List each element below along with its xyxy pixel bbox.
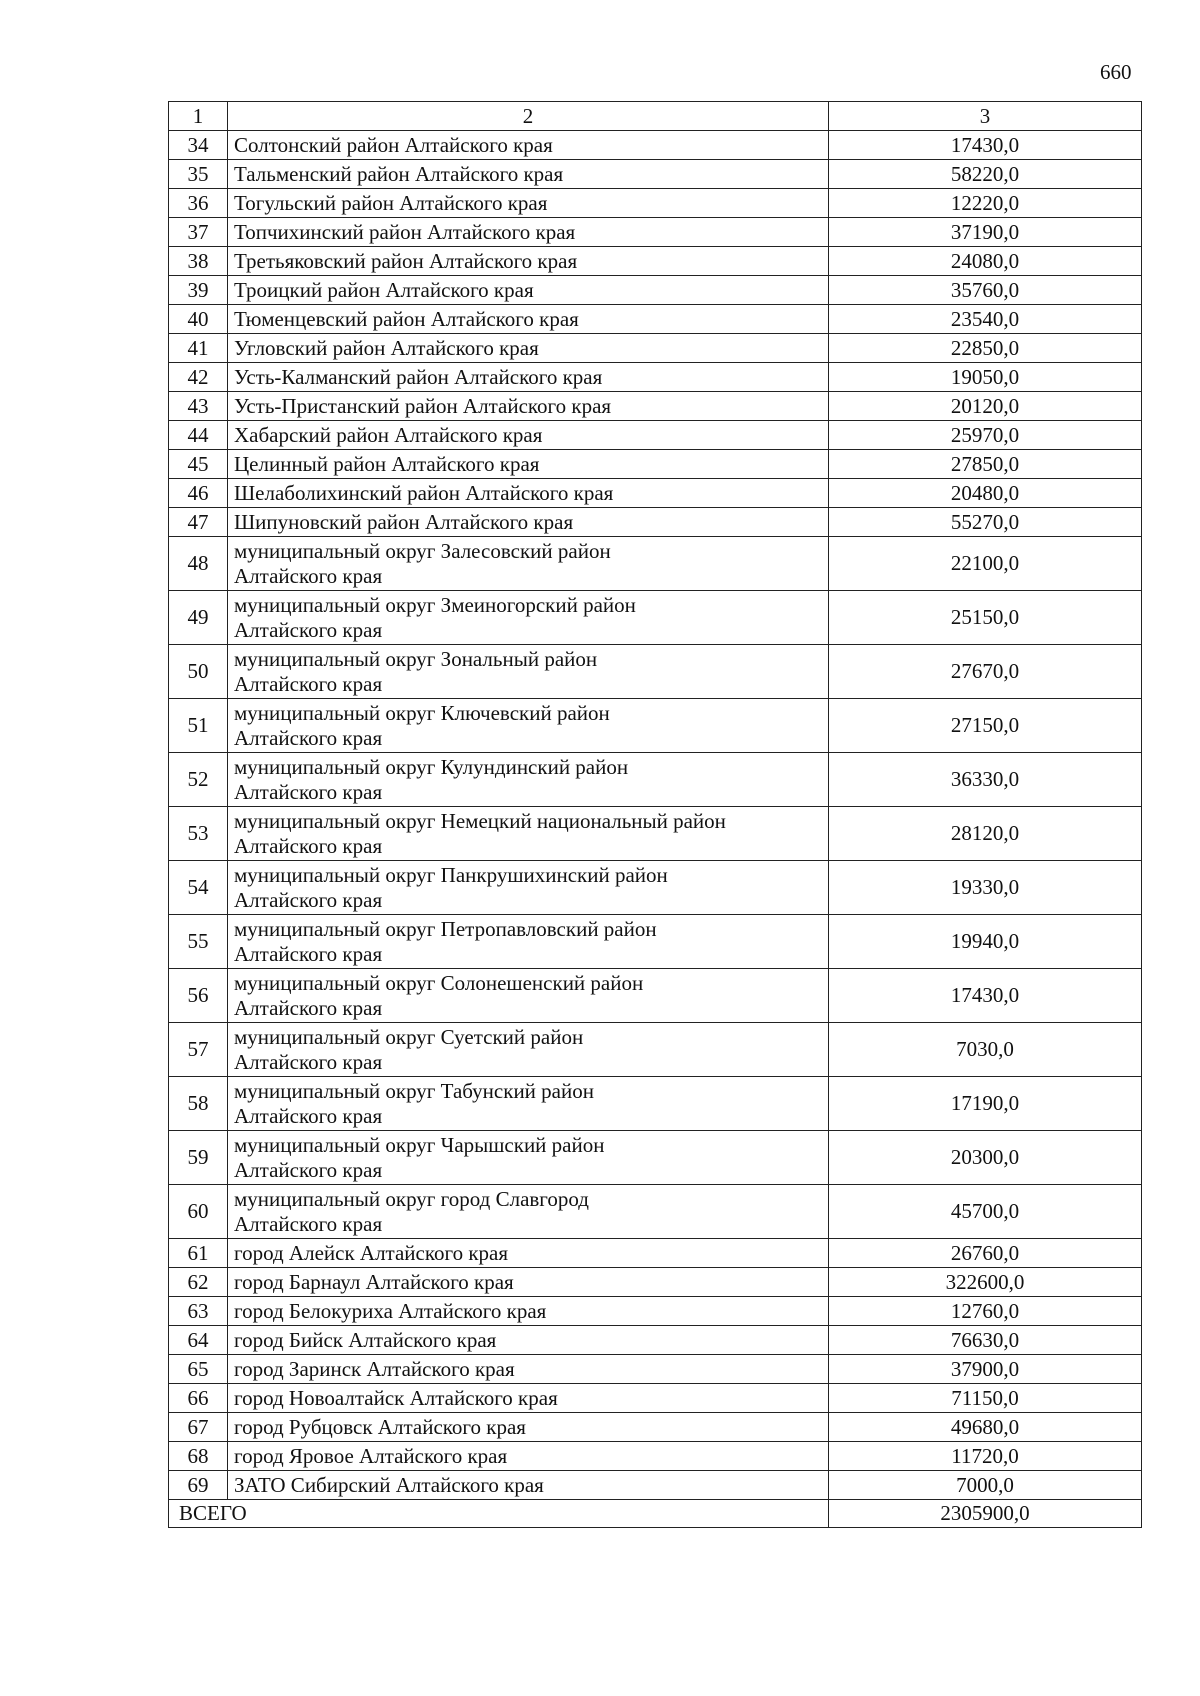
row-name: муниципальный округ Табунский район: [234, 1078, 594, 1103]
row-name: город Алейск Алтайского края: [234, 1240, 509, 1265]
row-number: 39: [169, 276, 228, 305]
row-number: 47: [169, 508, 228, 537]
row-value: 26760,0: [829, 1239, 1142, 1268]
row-name-line2: Алтайского края: [234, 617, 383, 642]
page-number: 660: [1100, 60, 1132, 84]
row-name-cell: [228, 1297, 829, 1326]
row-name-cell: [228, 160, 829, 189]
total-value: 2305900,0: [829, 1500, 1142, 1528]
row-value: 28120,0: [829, 807, 1142, 861]
row-value: 71150,0: [829, 1384, 1142, 1413]
table-row: [169, 1442, 1142, 1471]
row-value: 7030,0: [829, 1023, 1142, 1077]
row-name: муниципальный округ Кулундинский район: [234, 754, 629, 779]
row-name: Хабарский район Алтайского края: [234, 422, 543, 447]
table-row: [169, 218, 1142, 247]
row-name-cell: [228, 189, 829, 218]
row-value: 17190,0: [829, 1077, 1142, 1131]
table-row: [169, 1131, 1142, 1185]
table-row: [169, 247, 1142, 276]
table-row: [169, 1023, 1142, 1077]
row-name-cell: [228, 1268, 829, 1297]
row-name-cell: [228, 1384, 829, 1413]
row-number: 40: [169, 305, 228, 334]
row-name-cell: [228, 421, 829, 450]
row-value: 20480,0: [829, 479, 1142, 508]
table-row: [169, 479, 1142, 508]
row-name-cell: [228, 699, 829, 753]
row-name: муниципальный округ Солонешенский район: [234, 970, 644, 995]
table-row: [169, 1326, 1142, 1355]
row-number: 46: [169, 479, 228, 508]
row-name: город Заринск Алтайского края: [234, 1356, 515, 1381]
row-value: 19940,0: [829, 915, 1142, 969]
row-name-cell: [228, 276, 829, 305]
row-name-cell: [228, 218, 829, 247]
row-number: 66: [169, 1384, 228, 1413]
table-row: [169, 1077, 1142, 1131]
row-name-cell: [228, 753, 829, 807]
row-value: 7000,0: [829, 1471, 1142, 1500]
row-value: 25150,0: [829, 591, 1142, 645]
table-row: [169, 915, 1142, 969]
row-name-line2: Алтайского края: [234, 1157, 383, 1182]
row-number: 42: [169, 363, 228, 392]
table-row: [169, 591, 1142, 645]
row-name: муниципальный округ Суетский район: [234, 1024, 584, 1049]
table-row: [169, 969, 1142, 1023]
row-value: 24080,0: [829, 247, 1142, 276]
table-row: [169, 1268, 1142, 1297]
table-row: [169, 753, 1142, 807]
row-name-cell: [228, 861, 829, 915]
row-name: город Новоалтайск Алтайского края: [234, 1385, 558, 1410]
row-value: 36330,0: [829, 753, 1142, 807]
row-number: 49: [169, 591, 228, 645]
row-name: муниципальный округ Зональный район: [234, 646, 598, 671]
table-row: [169, 363, 1142, 392]
row-value: 322600,0: [829, 1268, 1142, 1297]
table-row: [169, 1471, 1142, 1500]
row-value: 55270,0: [829, 508, 1142, 537]
row-name: муниципальный округ Ключевский район: [234, 700, 610, 725]
row-name-cell: [228, 807, 829, 861]
table-row: [169, 1413, 1142, 1442]
row-number: 56: [169, 969, 228, 1023]
row-value: 35760,0: [829, 276, 1142, 305]
row-value: 27670,0: [829, 645, 1142, 699]
row-value: 45700,0: [829, 1185, 1142, 1239]
header-cell-2: 2: [228, 102, 829, 131]
total-label: ВСЕГО: [169, 1500, 829, 1528]
row-name-line2: Алтайского края: [234, 1049, 383, 1074]
row-name: город Рубцовск Алтайского края: [234, 1414, 526, 1439]
row-number: 54: [169, 861, 228, 915]
row-name: муниципальный округ город Славгород: [234, 1186, 589, 1211]
row-name-cell: [228, 537, 829, 591]
row-number: 61: [169, 1239, 228, 1268]
row-number: 64: [169, 1326, 228, 1355]
row-name-line2: Алтайского края: [234, 779, 383, 804]
row-number: 63: [169, 1297, 228, 1326]
row-name: ЗАТО Сибирский Алтайского края: [234, 1472, 544, 1497]
row-name-line2: Алтайского края: [234, 1211, 383, 1236]
row-name: Целинный район Алтайского края: [234, 451, 540, 476]
row-name-cell: [228, 305, 829, 334]
row-name-cell: [228, 1023, 829, 1077]
row-name-line2: Алтайского края: [234, 887, 383, 912]
row-number: 38: [169, 247, 228, 276]
row-number: 55: [169, 915, 228, 969]
row-number: 65: [169, 1355, 228, 1384]
row-value: 22850,0: [829, 334, 1142, 363]
row-name: Тогульский район Алтайского края: [234, 190, 548, 215]
row-name: Угловский район Алтайского края: [234, 335, 539, 360]
row-number: 43: [169, 392, 228, 421]
table-row: [169, 189, 1142, 218]
row-name: Усть-Пристанский район Алтайского края: [234, 393, 612, 418]
row-number: 62: [169, 1268, 228, 1297]
row-name-cell: [228, 131, 829, 160]
row-number: 36: [169, 189, 228, 218]
row-number: 50: [169, 645, 228, 699]
row-value: 19330,0: [829, 861, 1142, 915]
row-number: 57: [169, 1023, 228, 1077]
row-name: Тюменцевский район Алтайского края: [234, 306, 579, 331]
row-value: 25970,0: [829, 421, 1142, 450]
row-name-cell: [228, 1355, 829, 1384]
row-name-cell: [228, 645, 829, 699]
row-value: 27850,0: [829, 450, 1142, 479]
row-number: 69: [169, 1471, 228, 1500]
table-row: [169, 1297, 1142, 1326]
row-name-line2: Алтайского края: [234, 833, 383, 858]
row-name-cell: [228, 915, 829, 969]
row-name: Шелаболихинский район Алтайского края: [234, 480, 614, 505]
row-name-cell: [228, 450, 829, 479]
row-name-cell: [228, 1413, 829, 1442]
table-row: [169, 537, 1142, 591]
row-number: 53: [169, 807, 228, 861]
table-row: [169, 305, 1142, 334]
row-name: муниципальный округ Панкрушихинский район: [234, 862, 668, 887]
row-number: 45: [169, 450, 228, 479]
row-value: 11720,0: [829, 1442, 1142, 1471]
table-row: [169, 160, 1142, 189]
row-name: муниципальный округ Немецкий национальный район: [234, 808, 726, 833]
row-name-line2: Алтайского края: [234, 941, 383, 966]
row-value: 20120,0: [829, 392, 1142, 421]
header-cell-3: 3: [829, 102, 1142, 131]
table-row: [169, 276, 1142, 305]
row-number: 44: [169, 421, 228, 450]
row-value: 19050,0: [829, 363, 1142, 392]
row-name-cell: [228, 1077, 829, 1131]
row-value: 22100,0: [829, 537, 1142, 591]
table-row: [169, 1239, 1142, 1268]
row-number: 37: [169, 218, 228, 247]
row-number: 52: [169, 753, 228, 807]
allocation-table: [168, 101, 1142, 1528]
row-name-cell: [228, 969, 829, 1023]
row-number: 51: [169, 699, 228, 753]
row-value: 20300,0: [829, 1131, 1142, 1185]
row-name-line2: Алтайского края: [234, 725, 383, 750]
row-name: Третьяковский район Алтайского края: [234, 248, 578, 273]
table-row: [169, 392, 1142, 421]
row-name: Троицкий район Алтайского края: [234, 277, 534, 302]
row-number: 60: [169, 1185, 228, 1239]
row-name-line2: Алтайского края: [234, 563, 383, 588]
row-name-cell: [228, 1326, 829, 1355]
table-row: [169, 861, 1142, 915]
row-name-cell: [228, 334, 829, 363]
table-row: [169, 131, 1142, 160]
row-name-line2: Алтайского края: [234, 1103, 383, 1128]
total-row: [169, 1500, 1142, 1528]
row-value: 17430,0: [829, 131, 1142, 160]
table-row: [169, 645, 1142, 699]
row-name: город Барнаул Алтайского края: [234, 1269, 514, 1294]
row-name: Шипуновский район Алтайского края: [234, 509, 574, 534]
row-value: 58220,0: [829, 160, 1142, 189]
row-name: Топчихинский район Алтайского края: [234, 219, 576, 244]
row-name: муниципальный округ Чарышский район: [234, 1132, 605, 1157]
row-value: 17430,0: [829, 969, 1142, 1023]
row-name-cell: [228, 1185, 829, 1239]
row-name-line2: Алтайского края: [234, 995, 383, 1020]
row-name-cell: [228, 1239, 829, 1268]
row-name-cell: [228, 247, 829, 276]
row-name: муниципальный округ Петропавловский район: [234, 916, 657, 941]
row-number: 35: [169, 160, 228, 189]
row-name: Тальменский район Алтайского края: [234, 161, 564, 186]
row-name-cell: [228, 1131, 829, 1185]
row-value: 76630,0: [829, 1326, 1142, 1355]
row-value: 49680,0: [829, 1413, 1142, 1442]
row-name-line2: Алтайского края: [234, 671, 383, 696]
row-value: 12220,0: [829, 189, 1142, 218]
row-value: 37190,0: [829, 218, 1142, 247]
table-row: [169, 450, 1142, 479]
row-number: 68: [169, 1442, 228, 1471]
row-number: 48: [169, 537, 228, 591]
row-name-cell: [228, 392, 829, 421]
row-value: 12760,0: [829, 1297, 1142, 1326]
row-name: город Белокуриха Алтайского края: [234, 1298, 547, 1323]
table-row: [169, 508, 1142, 537]
table-row: [169, 1185, 1142, 1239]
row-name-cell: [228, 1442, 829, 1471]
table-row: [169, 1355, 1142, 1384]
row-name: муниципальный округ Залесовский район: [234, 538, 611, 563]
row-value: 27150,0: [829, 699, 1142, 753]
table-row: [169, 421, 1142, 450]
row-name-cell: [228, 591, 829, 645]
row-name: Солтонский район Алтайского края: [234, 132, 553, 157]
table-row: [169, 1384, 1142, 1413]
row-name-cell: [228, 479, 829, 508]
table-row: [169, 334, 1142, 363]
row-name-cell: [228, 508, 829, 537]
header-row: [169, 102, 1142, 131]
table-row: [169, 699, 1142, 753]
row-name-cell: [228, 363, 829, 392]
row-value: 37900,0: [829, 1355, 1142, 1384]
row-number: 34: [169, 131, 228, 160]
table-body: [169, 102, 1142, 1528]
row-number: 41: [169, 334, 228, 363]
row-name: город Яровое Алтайского края: [234, 1443, 508, 1468]
row-name-cell: [228, 1471, 829, 1500]
row-number: 67: [169, 1413, 228, 1442]
header-cell-1: 1: [169, 102, 228, 131]
row-number: 59: [169, 1131, 228, 1185]
row-name: Усть-Калманский район Алтайского края: [234, 364, 603, 389]
row-name: город Бийск Алтайского края: [234, 1327, 497, 1352]
table-row: [169, 807, 1142, 861]
row-value: 23540,0: [829, 305, 1142, 334]
row-number: 58: [169, 1077, 228, 1131]
row-name: муниципальный округ Змеиногорский район: [234, 592, 636, 617]
